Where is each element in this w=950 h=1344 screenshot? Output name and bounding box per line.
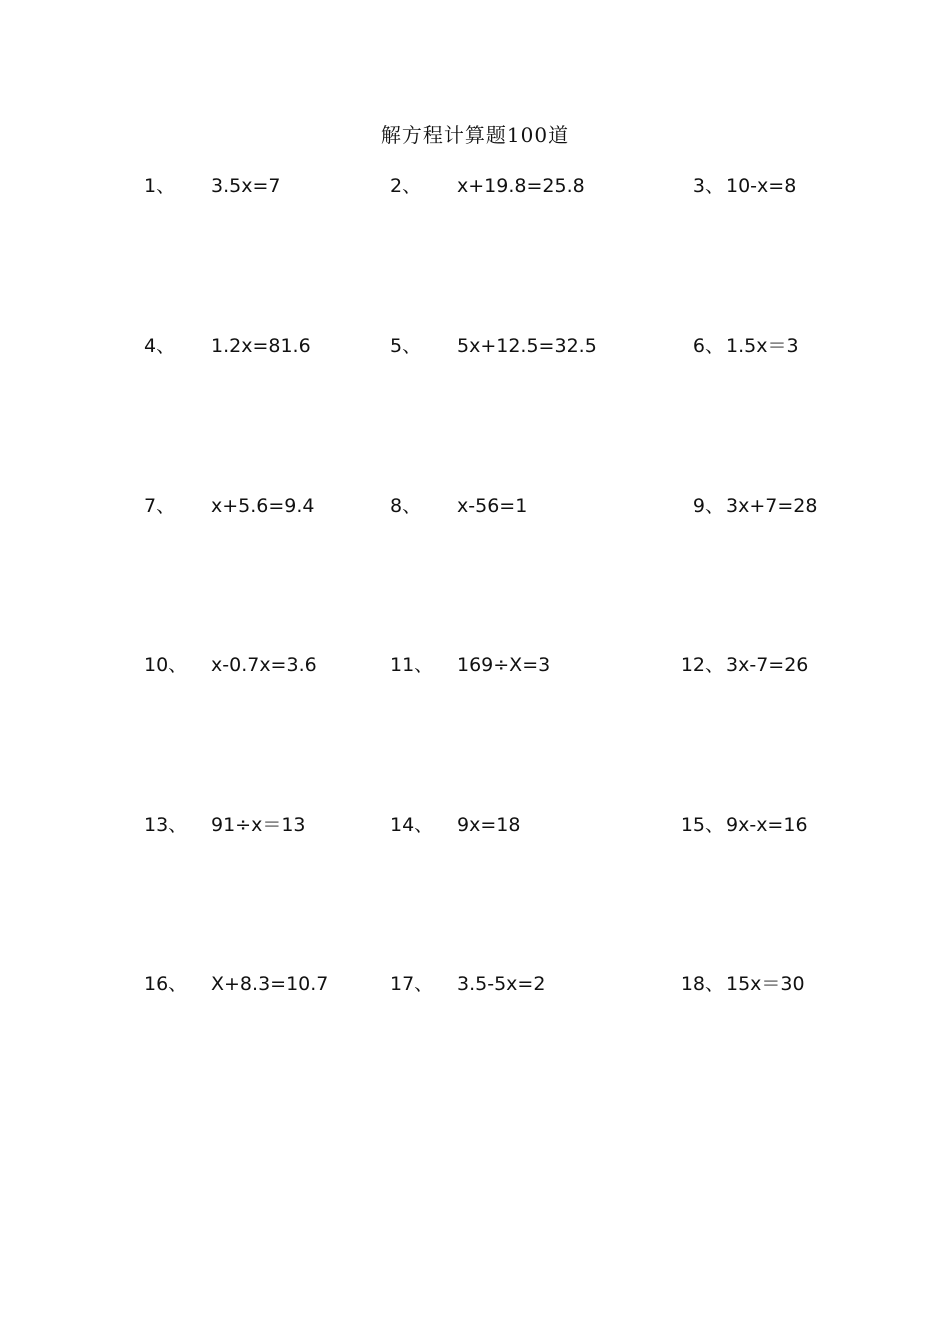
problem-row <box>0 650 950 680</box>
problem-number: 8、 <box>390 495 422 517</box>
problem-equation: 9x-x=16 <box>726 814 808 836</box>
problem-row <box>0 810 950 840</box>
problem-equation: 3.5x=7 <box>211 175 281 197</box>
problem-equation: 3x-7=26 <box>726 654 809 676</box>
problem-number: 5、 <box>390 335 422 357</box>
problem-row <box>0 491 950 521</box>
page-title: 解方程计算题100道 <box>380 123 570 147</box>
problem-number: 3、 <box>692 175 724 197</box>
problem-number: 14、 <box>390 814 434 836</box>
problem-equation: x-56=1 <box>457 495 528 517</box>
problem-equation: x-0.7x=3.6 <box>211 654 317 676</box>
problem-row <box>0 331 950 361</box>
problem-equation: 1.2x=81.6 <box>211 335 311 357</box>
problem-row <box>0 969 950 999</box>
problem-equation: 5x+12.5=32.5 <box>457 335 597 357</box>
problem-number: 15、 <box>680 814 724 836</box>
problem-number: 6、 <box>692 335 724 357</box>
problem-number: 16、 <box>144 973 188 995</box>
problem-equation: 1.5x＝3 <box>726 335 799 357</box>
problem-equation: 3x+7=28 <box>726 495 818 517</box>
problem-number: 2、 <box>390 175 422 197</box>
problem-equation: 9x=18 <box>457 814 521 836</box>
problem-number: 4、 <box>144 335 176 357</box>
problem-equation: 3.5-5x=2 <box>457 973 546 995</box>
problem-equation: 15x＝30 <box>726 973 805 995</box>
problem-number: 1、 <box>144 175 176 197</box>
problem-equation: 169÷X=3 <box>457 654 551 676</box>
problem-equation: x+5.6=9.4 <box>211 495 315 517</box>
problem-number: 17、 <box>390 973 434 995</box>
problem-equation: 10-x=8 <box>726 175 797 197</box>
problem-number: 18、 <box>680 973 724 995</box>
problem-number: 10、 <box>144 654 188 676</box>
problem-equation: x+19.8=25.8 <box>457 175 585 197</box>
problem-number: 12、 <box>680 654 724 676</box>
problem-equation: X+8.3=10.7 <box>211 973 329 995</box>
problem-number: 13、 <box>144 814 188 836</box>
problem-number: 7、 <box>144 495 176 517</box>
problem-number: 9、 <box>692 495 724 517</box>
problem-equation: 91÷x＝13 <box>211 814 306 836</box>
problem-row <box>0 171 950 201</box>
problem-number: 11、 <box>390 654 434 676</box>
